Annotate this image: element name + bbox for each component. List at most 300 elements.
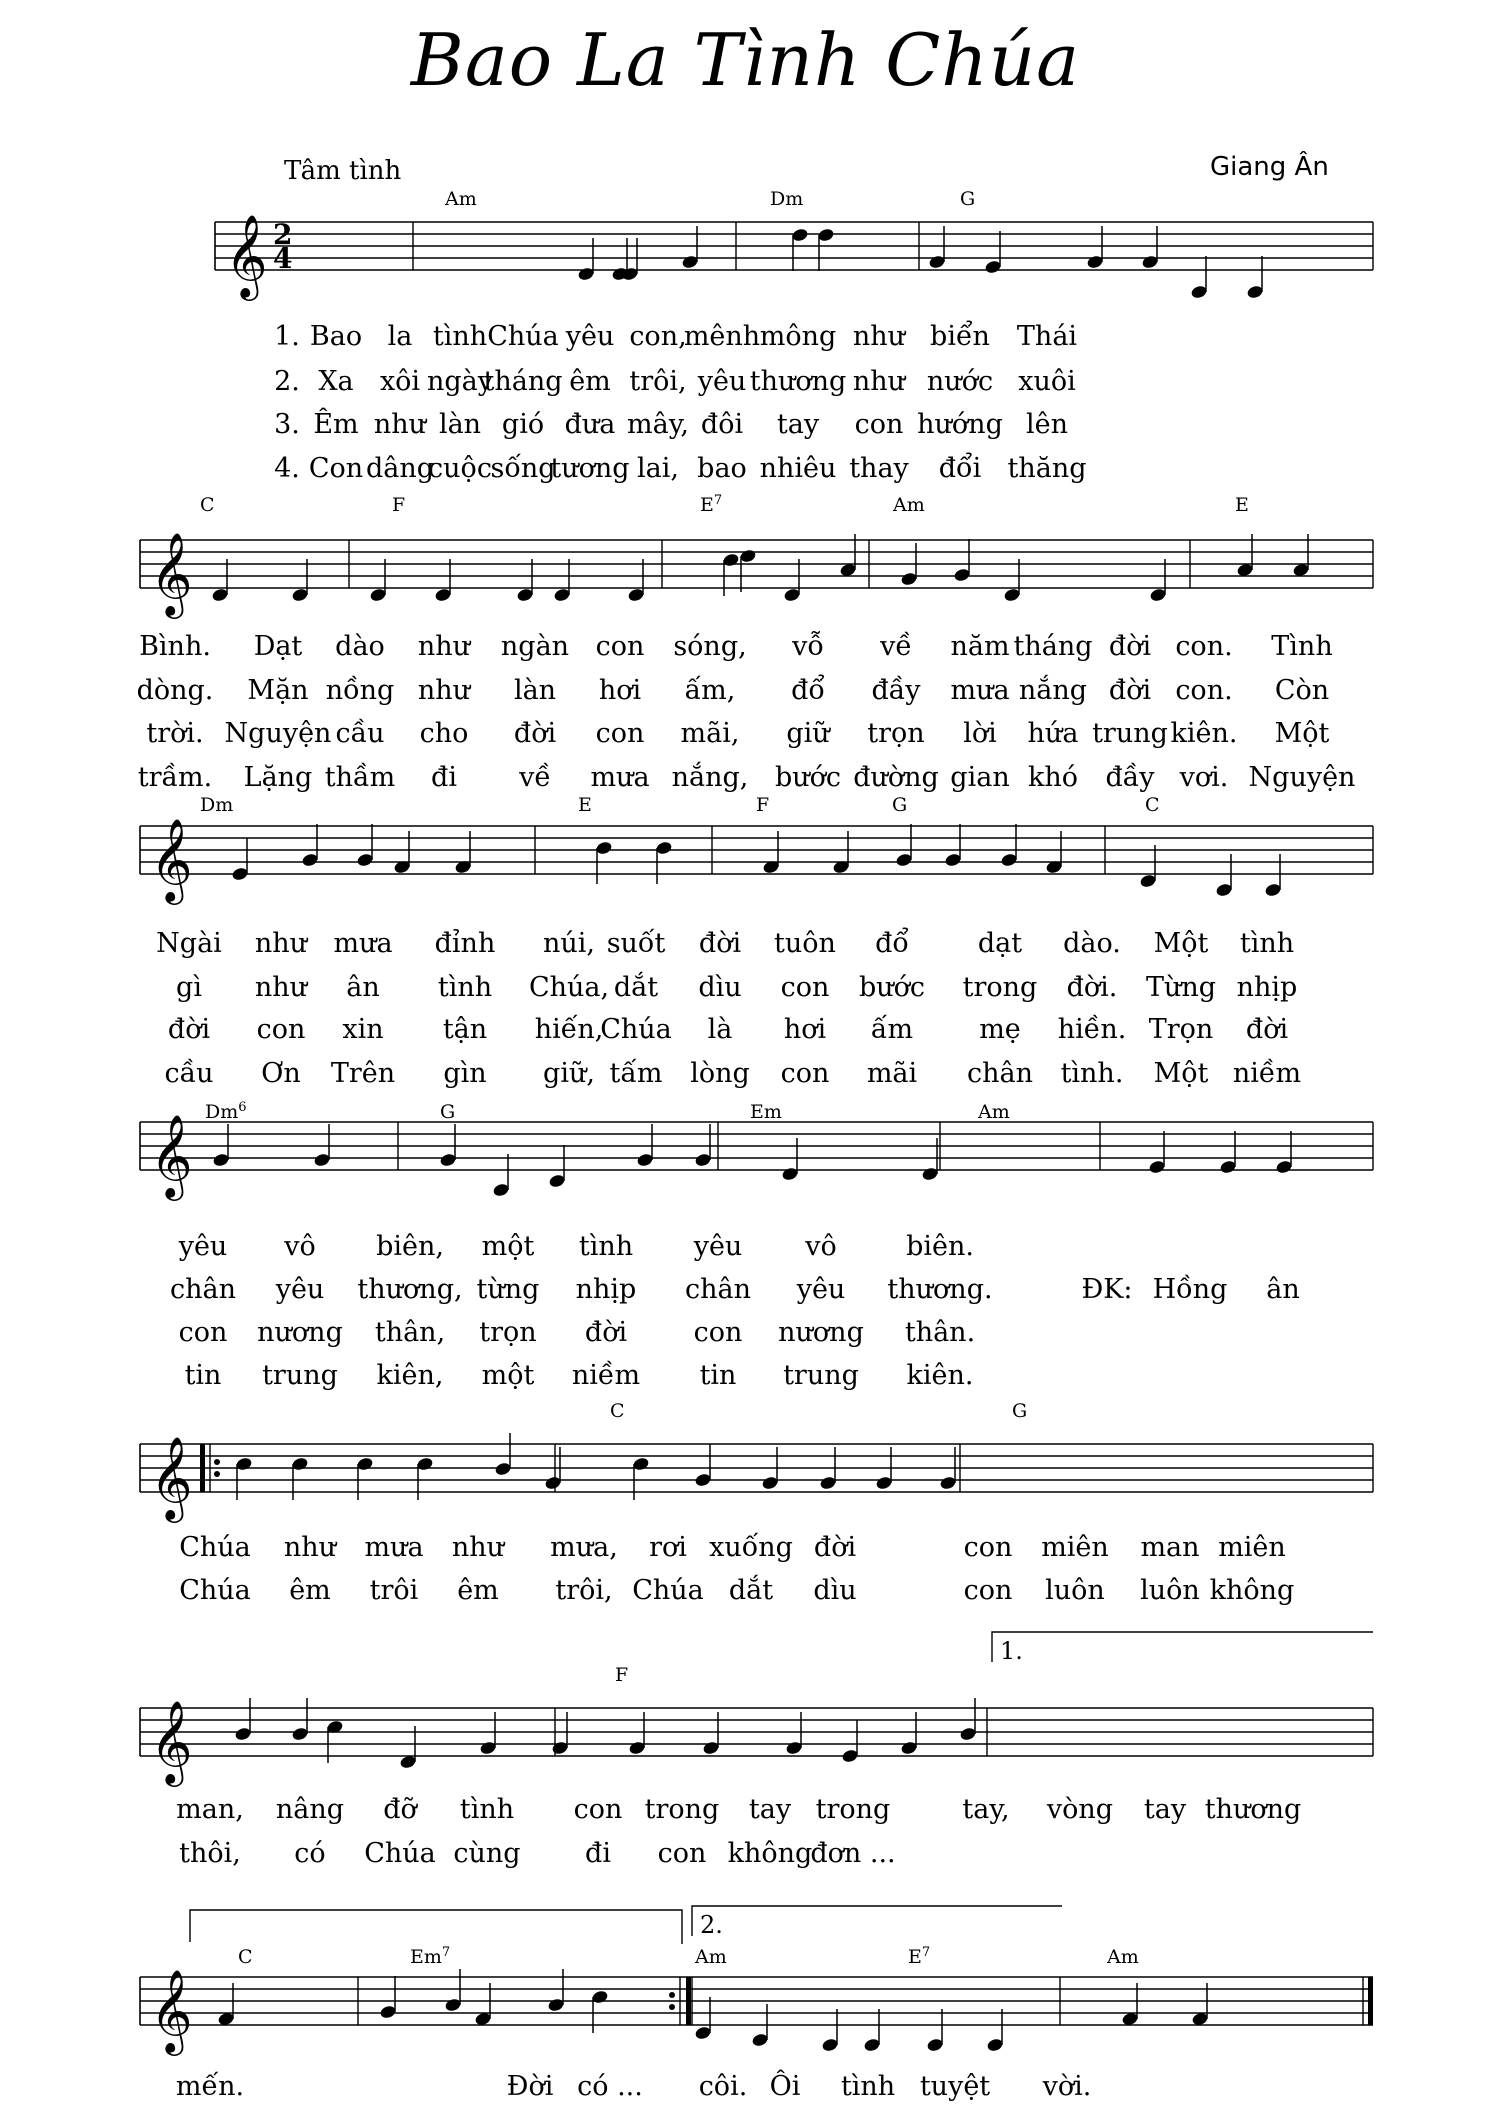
lyric-syllable: thầm xyxy=(324,762,396,793)
chord-symbol: Em xyxy=(750,1101,782,1123)
lyric-syllable: đường xyxy=(853,762,939,793)
chord-symbol: Dm$^6$ xyxy=(205,1100,247,1123)
lyric-syllable: bước xyxy=(858,972,926,1003)
chord-symbol: G xyxy=(1012,1400,1028,1422)
lyric-syllable: êm xyxy=(569,366,611,397)
chord-symbol: F xyxy=(756,794,770,816)
lyric-syllable: đời xyxy=(167,1014,211,1045)
lyric-syllable: Ôi xyxy=(769,2071,801,2102)
chord-symbol: G xyxy=(892,794,908,816)
lyric-syllable: đầy xyxy=(1105,762,1155,793)
lyric-syllable: yêu xyxy=(178,1231,228,1262)
volta-label: 2. xyxy=(700,1911,723,1939)
repeat-end-thick xyxy=(686,1977,691,2025)
lyric-syllable: mẹ xyxy=(979,1014,1021,1045)
lyric-syllable: nước xyxy=(926,366,994,397)
repeat-dot xyxy=(669,1992,675,1998)
lyric-syllable: 2. xyxy=(274,366,300,397)
lyric-syllable: Còn xyxy=(1274,675,1330,706)
lyric-syllable: lai, xyxy=(637,453,679,484)
lyric-syllable: yêu xyxy=(796,1274,846,1305)
lyric-syllable: con xyxy=(693,1317,743,1348)
system-1 xyxy=(215,188,1373,484)
lyric-syllable: hơi xyxy=(783,1014,827,1045)
lyric-syllable: thương xyxy=(1204,1794,1302,1825)
chord-superscript: 7 xyxy=(441,1945,451,1960)
lyric-syllable: tình xyxy=(578,1231,634,1262)
lyric-syllable: làn xyxy=(513,675,557,706)
lyric-syllable: ngàn xyxy=(500,631,570,662)
system-2 xyxy=(137,493,1373,793)
lyric-syllable: đời xyxy=(1108,675,1152,706)
chord-symbol: $E^7$ xyxy=(908,1945,931,1968)
lyric-syllable: trong xyxy=(815,1794,891,1825)
lyric-syllable: một xyxy=(481,1360,535,1391)
lyric-syllable: gìn xyxy=(443,1058,487,1089)
lyric-syllable: trôi xyxy=(369,1575,419,1606)
lyric-syllable: Chúa xyxy=(632,1575,704,1606)
lyric-syllable: như xyxy=(283,1532,337,1563)
lyric-syllable: nâng xyxy=(275,1794,345,1825)
lyric-syllable: man, xyxy=(176,1794,244,1825)
lyric-syllable: Hồng xyxy=(1152,1274,1228,1305)
lyric-syllable: con xyxy=(780,972,830,1003)
lyric-syllable: trong xyxy=(962,972,1038,1003)
chord-symbol: F xyxy=(392,494,406,516)
repeat-dot xyxy=(214,1459,220,1465)
composer: Giang Ân xyxy=(1210,152,1329,182)
lyric-syllable: Êm xyxy=(313,409,359,440)
lyric-syllable: ấm xyxy=(870,1014,914,1045)
lyric-syllable: tuyệt xyxy=(919,2071,991,2102)
lyric-syllable: từng xyxy=(476,1274,540,1305)
lyric-syllable: trời. xyxy=(146,718,204,749)
lyric-syllable: chân xyxy=(685,1274,751,1305)
chord-symbol: Am xyxy=(893,494,925,516)
lyric-syllable: hơi xyxy=(598,675,642,706)
lyric-syllable: lòng xyxy=(690,1058,750,1089)
lyric-syllable: con xyxy=(573,1794,623,1825)
lyric-syllable: cầu xyxy=(164,1058,214,1089)
lyric-syllable: tấm xyxy=(609,1058,663,1089)
lyric-syllable: thương xyxy=(749,366,847,397)
lyric-syllable: mưa xyxy=(950,675,1010,706)
lyric-syllable: bước xyxy=(774,762,842,793)
lyric-syllable: nương xyxy=(778,1317,864,1348)
lyric-syllable: đỡ xyxy=(383,1794,417,1825)
lyric-syllable: tay, xyxy=(962,1794,1010,1825)
lyric-syllable: bao xyxy=(697,453,747,484)
lyric-syllable: đi xyxy=(431,762,457,793)
lyric-syllable: Chúa xyxy=(179,1532,251,1563)
lyric-syllable: yêu xyxy=(697,366,747,397)
lyric-syllable: xuống xyxy=(709,1532,793,1563)
lyric-syllable: gió xyxy=(501,409,545,440)
lyric-syllable: thương, xyxy=(357,1274,463,1305)
lyric-syllable: Xa xyxy=(318,366,354,397)
lyric-syllable: núi, xyxy=(543,928,595,959)
chord-symbol: $E^7$ xyxy=(700,493,723,516)
lyric-syllable: miên xyxy=(1041,1532,1109,1563)
lyric-syllable: tay xyxy=(776,409,820,440)
lyric-syllable: nhiêu xyxy=(759,453,837,484)
lyric-syllable: tin xyxy=(184,1360,222,1391)
lyric-syllable: con xyxy=(854,409,904,440)
lyric-syllable: vòng xyxy=(1046,1794,1114,1825)
lyric-syllable: kiên, xyxy=(376,1360,444,1391)
lyric-syllable: Con xyxy=(308,453,364,484)
lyric-syllable: tay xyxy=(748,1794,792,1825)
lyric-syllable: côi. xyxy=(698,2071,748,2102)
lyric-syllable: biên, xyxy=(376,1231,444,1262)
lyric-syllable: đời xyxy=(584,1317,628,1348)
lyric-syllable: cho xyxy=(419,718,469,749)
tempo-marking: Tâm tình xyxy=(284,156,402,186)
lyric-syllable: yêu xyxy=(275,1274,325,1305)
lyric-syllable: dòng. xyxy=(136,675,214,706)
lyric-syllable: Một xyxy=(1153,1058,1209,1089)
lyric-syllable: thay xyxy=(849,453,909,484)
lyric-syllable: sóng, xyxy=(673,631,747,662)
lyric-syllable: trôi, xyxy=(629,366,687,397)
song-title: Bao La Tình Chúa xyxy=(410,18,1081,102)
lyric-syllable: mây, xyxy=(627,409,689,440)
chord-symbol: E xyxy=(578,794,592,816)
lyric-syllable: con xyxy=(595,631,645,662)
lyric-syllable: dắt xyxy=(728,1575,774,1606)
lyric-syllable: luôn xyxy=(1045,1575,1105,1606)
lyric-syllable: la xyxy=(387,321,413,352)
lyric-syllable: Đời xyxy=(506,2071,554,2102)
lyric-syllable: Thái xyxy=(1016,321,1078,352)
lyric-syllable: luôn xyxy=(1140,1575,1200,1606)
lyric-syllable: ngày xyxy=(426,366,494,397)
lyric-syllable: gian xyxy=(950,762,1010,793)
lyric-syllable: đưa xyxy=(564,409,616,440)
treble-clef-icon: 𝄞 xyxy=(150,817,193,901)
lyric-syllable: con xyxy=(178,1317,228,1348)
lyric-syllable: đổi xyxy=(938,453,982,484)
lyric-syllable: giữ, xyxy=(543,1058,595,1089)
treble-clef-icon: 𝄞 xyxy=(150,1435,193,1519)
lyric-syllable: Ngài xyxy=(156,928,222,959)
lyric-syllable: tháng xyxy=(1013,631,1093,662)
lyric-syllable: đầy xyxy=(871,675,921,706)
lyric-syllable: như xyxy=(254,928,308,959)
final-bar-thick xyxy=(1368,1977,1373,2025)
volta-bracket xyxy=(992,1632,1373,1662)
system-5 xyxy=(140,1400,1373,1606)
lyric-syllable: tháng xyxy=(483,366,563,397)
lyric-syllable: đôi xyxy=(700,409,744,440)
lyric-syllable: dạt xyxy=(977,928,1023,959)
lyric-syllable: đời. xyxy=(1066,972,1118,1003)
lyric-syllable: man xyxy=(1140,1532,1200,1563)
lyric-syllable: mưa xyxy=(333,928,393,959)
lyric-syllable: Bao xyxy=(309,321,363,352)
lyric-syllable: con xyxy=(256,1014,306,1045)
lyric-syllable: như xyxy=(417,675,471,706)
lyric-syllable: cùng xyxy=(453,1838,521,1869)
lyric-syllable: trung xyxy=(1092,718,1168,749)
lyric-syllable: làn xyxy=(438,409,482,440)
lyric-syllable: êm xyxy=(289,1575,331,1606)
lyric-syllable: niềm xyxy=(1232,1058,1302,1089)
lyric-syllable: Mặn xyxy=(247,675,309,706)
lyric-syllable: không xyxy=(1209,1575,1295,1606)
time-signature-bottom: 4 xyxy=(273,242,293,275)
lyric-syllable: hướng xyxy=(917,409,1003,440)
lyric-syllable: con xyxy=(780,1058,830,1089)
system-7 xyxy=(140,1906,1373,2102)
lyric-syllable: Lặng xyxy=(243,762,313,793)
lyric-syllable: vơi. xyxy=(1179,762,1229,793)
repeat-dot xyxy=(214,1471,220,1477)
lyric-syllable: Tình xyxy=(1271,631,1333,662)
system-6 xyxy=(140,1632,1373,1869)
lyric-syllable: dâng xyxy=(365,453,435,484)
lyric-syllable: thân. xyxy=(904,1317,976,1348)
lyric-syllable: tay xyxy=(1143,1794,1187,1825)
lyric-syllable: cuộc xyxy=(428,453,492,484)
lyric-syllable: ân xyxy=(346,972,380,1003)
lyric-syllable: biên. xyxy=(906,1231,974,1262)
lyric-syllable: Chúa xyxy=(364,1838,436,1869)
lyric-syllable: Trọn xyxy=(1148,1014,1214,1045)
lyric-syllable: vỗ xyxy=(792,631,824,662)
chord-superscript: 7 xyxy=(921,1945,931,1960)
lyric-syllable: sống xyxy=(490,453,556,484)
lyric-syllable: khó xyxy=(1027,762,1079,793)
lyric-syllable: đơn ... xyxy=(810,1838,896,1869)
lyric-syllable: yêu xyxy=(565,321,615,352)
lyric-syllable: như xyxy=(451,1532,505,1563)
lyric-syllable: mãi xyxy=(866,1058,918,1089)
lyric-syllable: thôi, xyxy=(179,1838,241,1869)
lyric-syllable: Chúa xyxy=(487,321,559,352)
lyric-syllable: dìu xyxy=(813,1575,857,1606)
volta-bracket-1-cont xyxy=(190,1910,682,1944)
lyric-syllable: Chúa xyxy=(600,1014,672,1045)
lyric-syllable: Chúa, xyxy=(528,972,610,1003)
lyric-syllable: mông xyxy=(759,321,837,352)
lyric-syllable: đời xyxy=(513,718,557,749)
lyric-syllable: mưa, xyxy=(550,1532,618,1563)
lyric-syllable: đỉnh xyxy=(434,928,496,959)
lyric-syllable: tình xyxy=(840,2071,896,2102)
lyric-syllable: lên xyxy=(1025,409,1069,440)
treble-clef-icon: 𝄞 xyxy=(150,1968,193,2052)
lyric-syllable: tin xyxy=(699,1360,737,1391)
chord-symbol: Am xyxy=(445,188,477,210)
lyric-syllable: mênh xyxy=(683,321,761,352)
lyric-syllable: nắng, xyxy=(671,762,749,793)
lyric-syllable: là xyxy=(707,1014,733,1045)
lyric-syllable: miên xyxy=(1218,1532,1286,1563)
chord-symbol: G xyxy=(960,188,976,210)
lyric-syllable: Dạt xyxy=(253,631,303,662)
lyric-syllable: con xyxy=(963,1532,1013,1563)
chord-symbol: Dm xyxy=(200,794,234,816)
lyric-syllable: kiên. xyxy=(906,1360,974,1391)
treble-clef-icon: 𝄞 xyxy=(150,1699,193,1783)
lyric-syllable: thương. xyxy=(887,1274,993,1305)
lyric-syllable: tình xyxy=(1239,928,1295,959)
lyric-syllable: nắng xyxy=(1018,675,1088,706)
lyric-syllable: mưa xyxy=(590,762,650,793)
lyric-syllable: một xyxy=(481,1231,535,1262)
lyric-syllable: suốt xyxy=(606,928,666,959)
lyric-syllable: trong xyxy=(644,1794,720,1825)
lyric-syllable: Bình. xyxy=(139,631,211,662)
lyric-syllable: nương xyxy=(257,1317,343,1348)
chord-symbol: E xyxy=(1235,494,1249,516)
lyric-syllable: mến. xyxy=(175,2071,245,2102)
chord-symbol: Am xyxy=(695,1946,727,1968)
repeat-start-thick xyxy=(200,1444,205,1492)
lyric-syllable: con xyxy=(657,1838,707,1869)
lyric-syllable: dào. xyxy=(1063,928,1121,959)
lyric-syllable: trọn xyxy=(479,1317,537,1348)
lyric-syllable: trôi, xyxy=(555,1575,613,1606)
lyric-syllable: niềm xyxy=(571,1360,641,1391)
lyric-syllable: về xyxy=(880,631,912,662)
lyric-syllable: Từng xyxy=(1145,972,1217,1003)
lyric-syllable: như xyxy=(852,321,906,352)
chord-symbol: Am xyxy=(978,1101,1010,1123)
lyric-syllable: dào xyxy=(335,631,385,662)
lyric-syllable: nồng xyxy=(325,675,395,706)
lyric-syllable: nhịp xyxy=(575,1274,637,1305)
lyric-syllable: con. xyxy=(1175,631,1233,662)
lyric-syllable: trầm. xyxy=(137,762,213,793)
chord-symbol: C xyxy=(1145,794,1160,816)
lyric-syllable: đời xyxy=(698,928,742,959)
system-3 xyxy=(140,794,1373,1089)
lyric-syllable: gì xyxy=(176,972,202,1003)
lyric-syllable: Ơn xyxy=(261,1058,301,1089)
lyric-syllable: dìu xyxy=(698,972,742,1003)
chord-symbol: Am xyxy=(1107,1946,1139,1968)
lyric-syllable: cầu xyxy=(335,718,385,749)
lyric-syllable: đổ xyxy=(875,928,909,959)
lyric-syllable: tận xyxy=(442,1014,488,1045)
lyric-syllable: thân, xyxy=(374,1317,446,1348)
lyric-syllable: trung xyxy=(262,1360,338,1391)
lyric-syllable: thăng xyxy=(1007,453,1087,484)
lyric-syllable: ĐK: xyxy=(1081,1274,1133,1305)
lyric-syllable: giữ xyxy=(786,718,830,749)
lyric-syllable: êm xyxy=(457,1575,499,1606)
lyric-syllable: vời. xyxy=(1042,2071,1092,2102)
lyric-syllable: vô xyxy=(805,1231,837,1262)
lyric-syllable: như xyxy=(852,366,906,397)
lyric-syllable: năm xyxy=(950,631,1010,662)
lyric-syllable: đổ xyxy=(791,675,825,706)
treble-clef-icon: 𝄞 xyxy=(150,531,193,615)
chord-symbol: C xyxy=(200,494,215,516)
lyric-syllable: trọn xyxy=(867,718,925,749)
lyric-syllable: 3. xyxy=(274,409,300,440)
repeat-dot xyxy=(669,2004,675,2010)
lyric-syllable: như xyxy=(417,631,471,662)
lyric-syllable: tương xyxy=(550,453,630,484)
lyric-syllable: về xyxy=(519,762,551,793)
lyric-syllable: lời xyxy=(963,718,997,749)
lyric-syllable: con, xyxy=(629,321,687,352)
lyric-syllable: chân xyxy=(170,1274,236,1305)
lyric-syllable: có ... xyxy=(577,2071,643,2102)
lyric-syllable: Một xyxy=(1153,928,1209,959)
lyric-syllable: chân xyxy=(967,1058,1033,1089)
treble-clef-icon: 𝄞 xyxy=(225,213,268,297)
lyric-syllable: tình. xyxy=(1060,1058,1124,1089)
treble-clef-icon: 𝄞 xyxy=(150,1113,193,1197)
lyric-syllable: Một xyxy=(1274,718,1330,749)
lyric-syllable: con xyxy=(595,718,645,749)
chord-superscript: 7 xyxy=(713,493,723,508)
lyric-syllable: xôi xyxy=(379,366,421,397)
lyric-syllable: như xyxy=(373,409,427,440)
lyric-syllable: ân xyxy=(1266,1274,1300,1305)
lyric-syllable: xin xyxy=(342,1014,384,1045)
lyric-syllable: nhịp xyxy=(1236,972,1298,1003)
lyric-syllable: ấm, xyxy=(684,675,736,706)
lyric-syllable: rơi xyxy=(649,1532,687,1563)
lyric-syllable: có xyxy=(294,1838,326,1869)
lyric-syllable: Nguyện xyxy=(224,718,332,749)
lyric-syllable: như xyxy=(254,972,308,1003)
chord-symbol: G xyxy=(440,1101,456,1123)
lyric-syllable: trung xyxy=(783,1360,859,1391)
lyric-syllable: hiến, xyxy=(534,1014,604,1045)
lyric-syllable: kiên. xyxy=(1170,718,1238,749)
lyric-syllable: đời xyxy=(1245,1014,1289,1045)
lyric-syllable: hứa xyxy=(1027,718,1079,749)
lyric-syllable: tình xyxy=(459,1794,515,1825)
chord-symbol: Em$^7$ xyxy=(410,1945,451,1968)
lyric-syllable: Trên xyxy=(330,1058,396,1089)
lyric-syllable: xuôi xyxy=(1018,366,1076,397)
chord-symbol: C xyxy=(610,1400,625,1422)
time-signature-top: 2 xyxy=(273,218,293,251)
lyric-syllable: không xyxy=(727,1838,813,1869)
system-4 xyxy=(140,1100,1373,1391)
chord-symbol: F xyxy=(615,1664,629,1686)
lyric-syllable: tuôn xyxy=(774,928,836,959)
lyric-syllable: mãi, xyxy=(680,718,740,749)
lyric-syllable: tình xyxy=(437,972,493,1003)
lyric-syllable: 4. xyxy=(274,453,300,484)
volta-label: 1. xyxy=(1000,1637,1023,1665)
lyric-syllable: Nguyện xyxy=(1248,762,1356,793)
lyric-syllable: dắt xyxy=(613,972,659,1003)
chord-symbol: Dm xyxy=(770,188,804,210)
volta-bracket xyxy=(692,1906,1062,1936)
lyric-syllable: hiền. xyxy=(1057,1014,1127,1045)
lyric-syllable: con. xyxy=(1175,675,1233,706)
lyric-syllable: mưa xyxy=(364,1532,424,1563)
chord-symbol: C xyxy=(238,1946,253,1968)
lyric-syllable: biển xyxy=(930,321,990,352)
lyric-syllable: đời xyxy=(813,1532,857,1563)
lyric-syllable: đời xyxy=(1108,631,1152,662)
lyric-syllable: vô xyxy=(284,1231,316,1262)
lyric-syllable: yêu xyxy=(693,1231,743,1262)
chord-superscript: 6 xyxy=(238,1100,247,1115)
lyric-syllable: tình xyxy=(432,321,488,352)
lyric-syllable: 1. xyxy=(274,321,300,352)
